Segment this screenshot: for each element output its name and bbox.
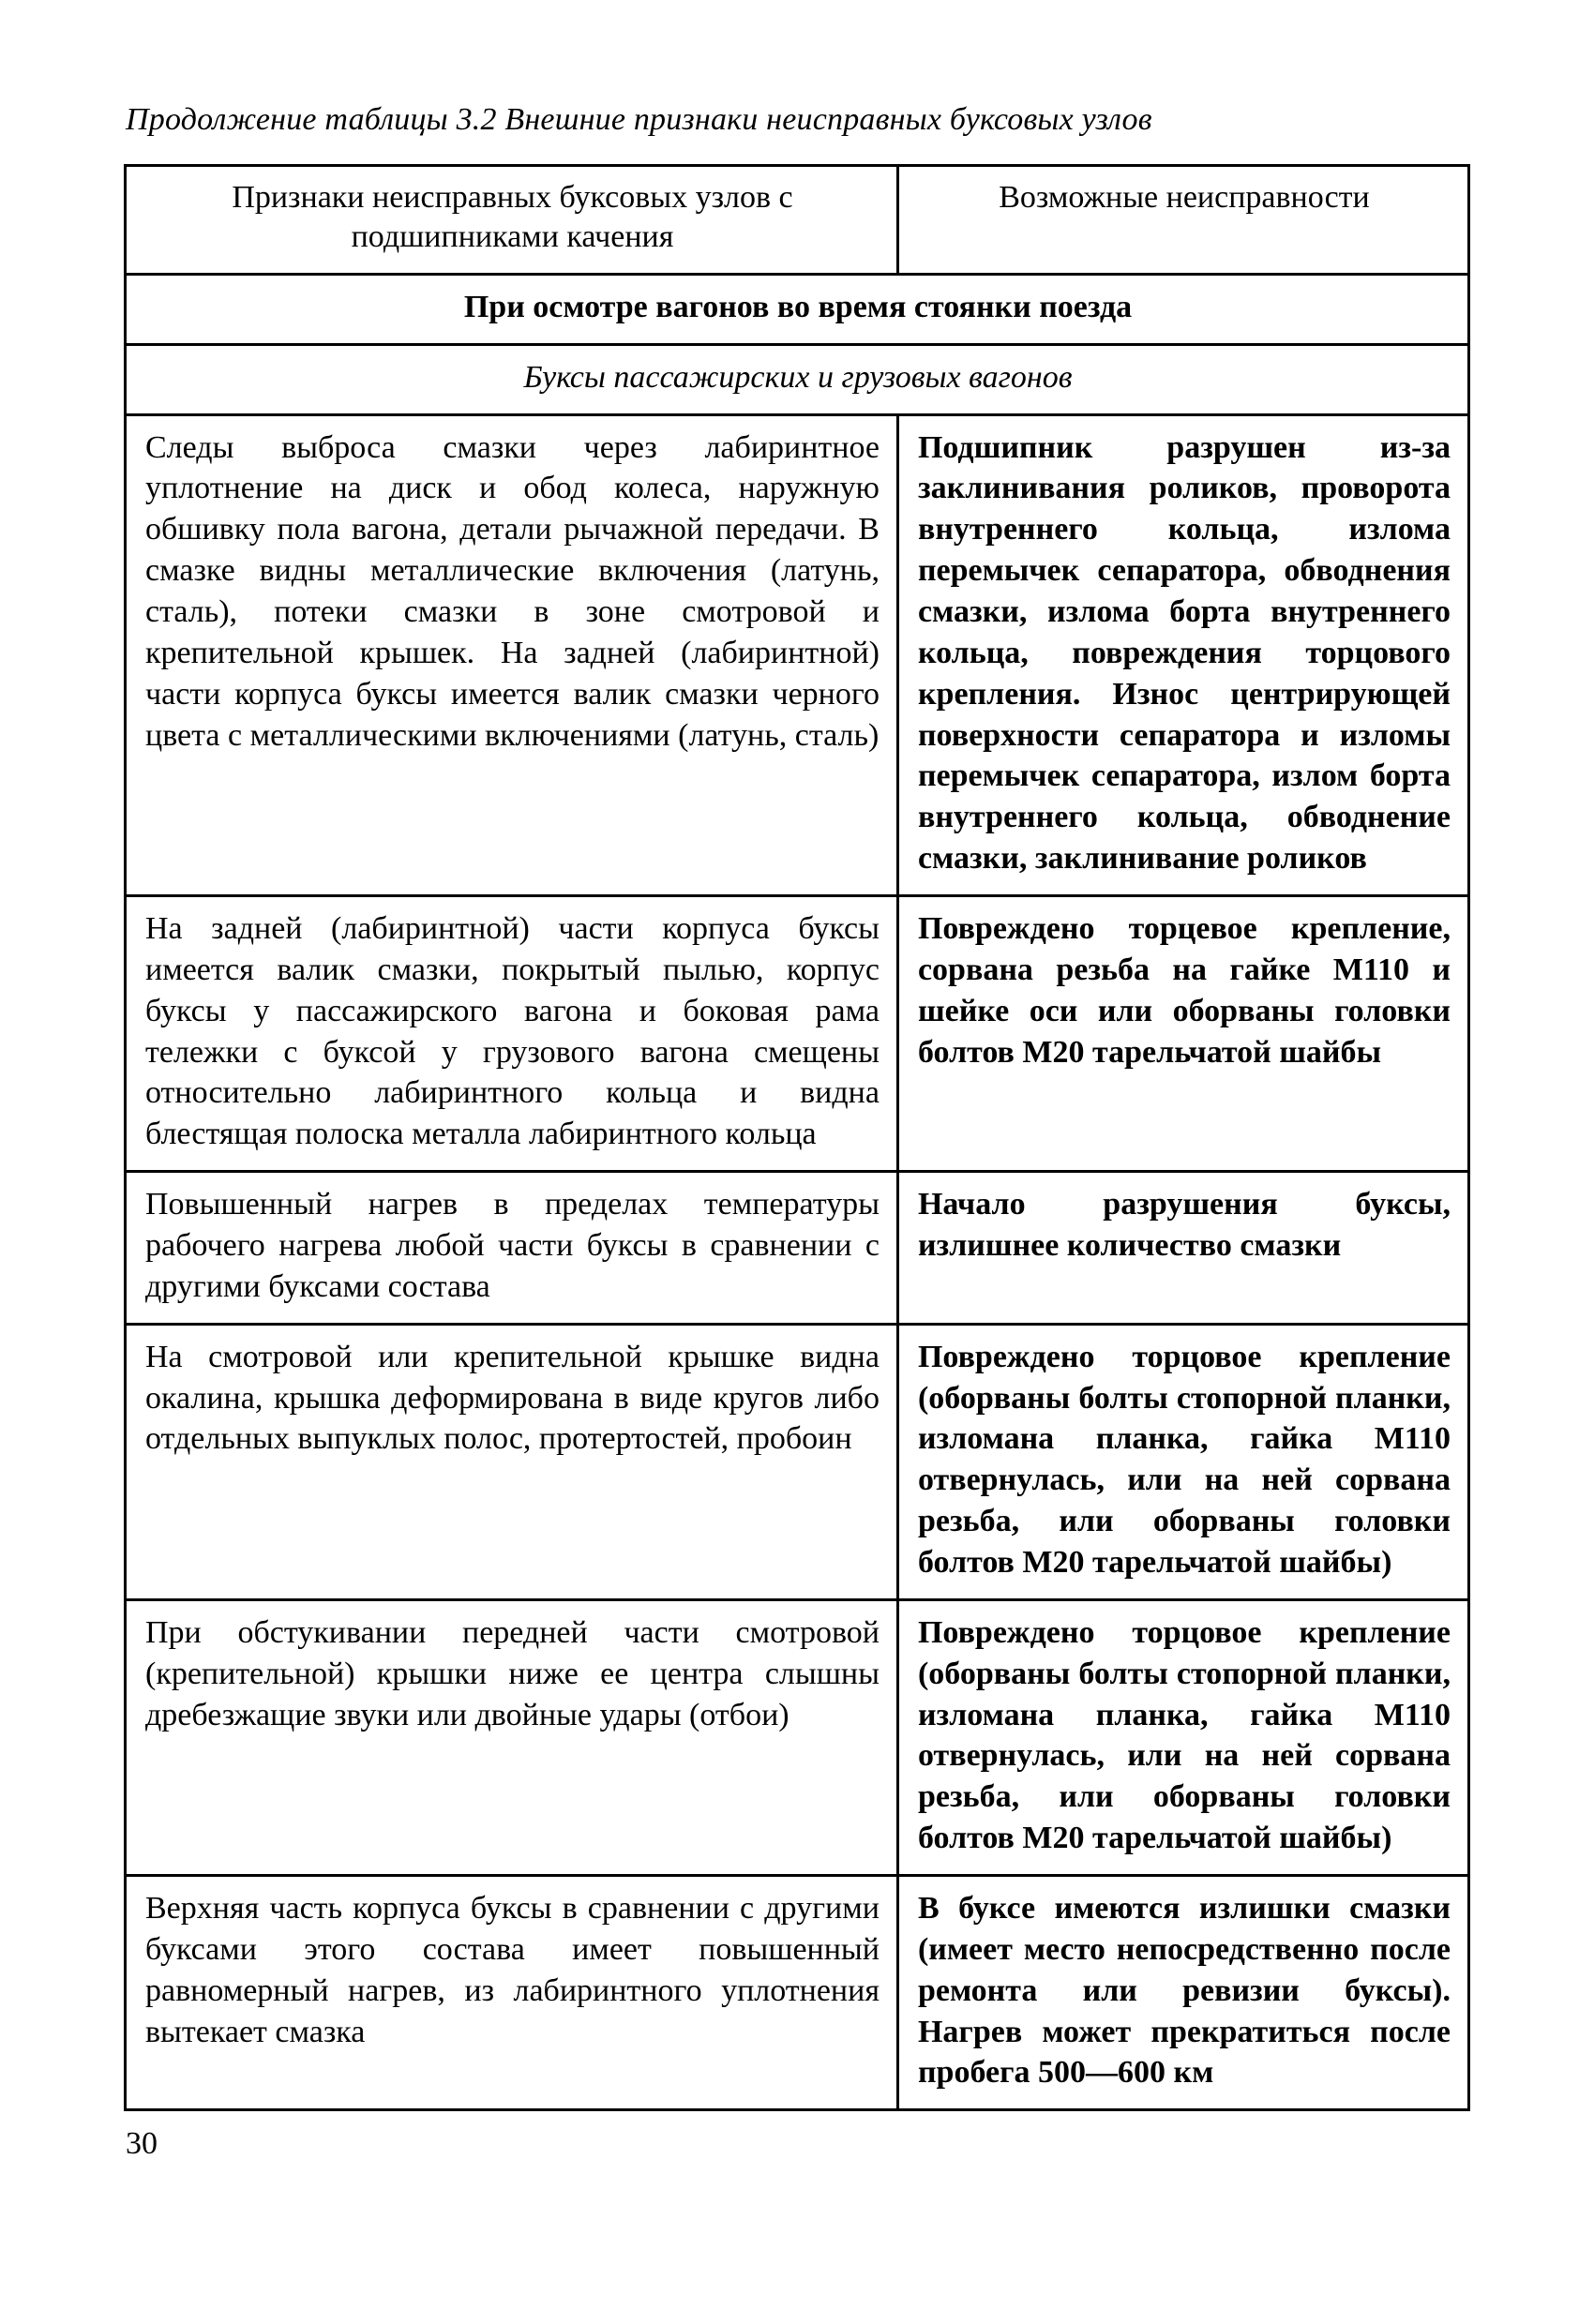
fault-cell: В буксе имеются излишки смазки (имеет место непосредственно после ремонта или ревизии буксы). Нагрев может прекратиться после пробега 500—600 км	[897, 1876, 1468, 2110]
fault-cell: Повреждено торцовое крепление (оборваны болты стопорной планки, изломана планка, гайка М110 отвернулась, или на ней сорвана резьба, или оборваны головки болтов М20 тарельчатой шайбы)	[897, 1324, 1468, 1599]
sign-cell: Повышенный нагрев в пределах температуры рабочего нагрева любой части буксы в сравнении с другими буксами состава	[126, 1172, 898, 1325]
fault-cell: Повреждено торцовое крепление (оборваны болты стопорной планки, изломана планка, гайка М110 отвернулась, или на ней сорвана резьба, или оборваны головки болтов М20 тарельчатой шайбы)	[897, 1599, 1468, 1875]
sign-cell: При обстукивании передней части смотровой (крепительной) крышки ниже ее центра слышны дребезжащие звуки или двойные удары (отбои)	[126, 1599, 898, 1875]
table-row	[126, 414, 1469, 895]
subsection-title: Буксы пассажирских и грузовых вагонов	[126, 344, 1469, 414]
fault-table	[124, 164, 1470, 2112]
header-cell-faults: Возможные неисправности	[897, 165, 1468, 274]
fault-cell: Повреждено торцевое крепление, сорвана резьба на гайке М110 и шейке оси или оборваны головки болтов М20 тарельчатой шайбы	[897, 895, 1468, 1171]
section-title: При осмотре вагонов во время стоянки поезда	[126, 274, 1469, 344]
table-row	[126, 1324, 1469, 1599]
table-row	[126, 1172, 1469, 1325]
fault-cell: Подшипник разрушен из-за заклинивания роликов, проворота внутреннего кольца, излома перемычек сепаратора, обводнения смазки, излома борта внутреннего кольца, повреждения торцового крепления. Износ центрирующей поверхности сепаратора и изломы перемычек сепаратора, излом борта внутреннего кольца, обводнение смазки, заклинивание роликов	[897, 414, 1468, 895]
table-caption: Продолжение таблицы 3.2 Внешние признаки неисправных буксовых узлов	[126, 102, 1152, 137]
sign-cell: На задней (лабиринтной) части корпуса буксы имеется валик смазки, покрытый пылью, корпус буксы у пассажирского вагона и боковая рама тележки с буксой у грузового вагона смещены относительно лабиринтного кольца и видна блестящая полоска металла лабиринтного кольца	[126, 895, 898, 1171]
fault-cell: Начало разрушения буксы, излишнее количество смазки	[897, 1172, 1468, 1325]
table-header-row	[126, 165, 1469, 274]
section-title-row	[126, 274, 1469, 344]
sign-cell: Следы выброса смазки через лабиринтное уплотнение на диск и обод колеса, наружную обшивку пола вагона, детали рычажной передачи. В смазке видны металлические включения (латунь, сталь), потеки смазки в зоне смотровой и крепительной крышек. На задней (лабиринтной) части корпуса буксы имеется валик смазки черного цвета с металлическими включениями (латунь, сталь)	[126, 414, 898, 895]
table-row	[126, 1599, 1469, 1875]
subsection-title-row	[126, 344, 1469, 414]
header-cell-signs: Признаки неисправных буксовых узлов с подшипниками качения	[126, 165, 898, 274]
table-row	[126, 1876, 1469, 2110]
table-row	[126, 895, 1469, 1171]
sign-cell: Верхняя часть корпуса буксы в сравнении с другими буксами этого состава имеет повышенный равномерный нагрев, из лабиринтного уплотнения вытекает смазка	[126, 1876, 898, 2110]
sign-cell: На смотровой или крепительной крышке видна окалина, крышка деформирована в виде кругов либо отдельных выпуклых полос, протертостей, пробоин	[126, 1324, 898, 1599]
page-number: 30	[126, 2126, 158, 2161]
